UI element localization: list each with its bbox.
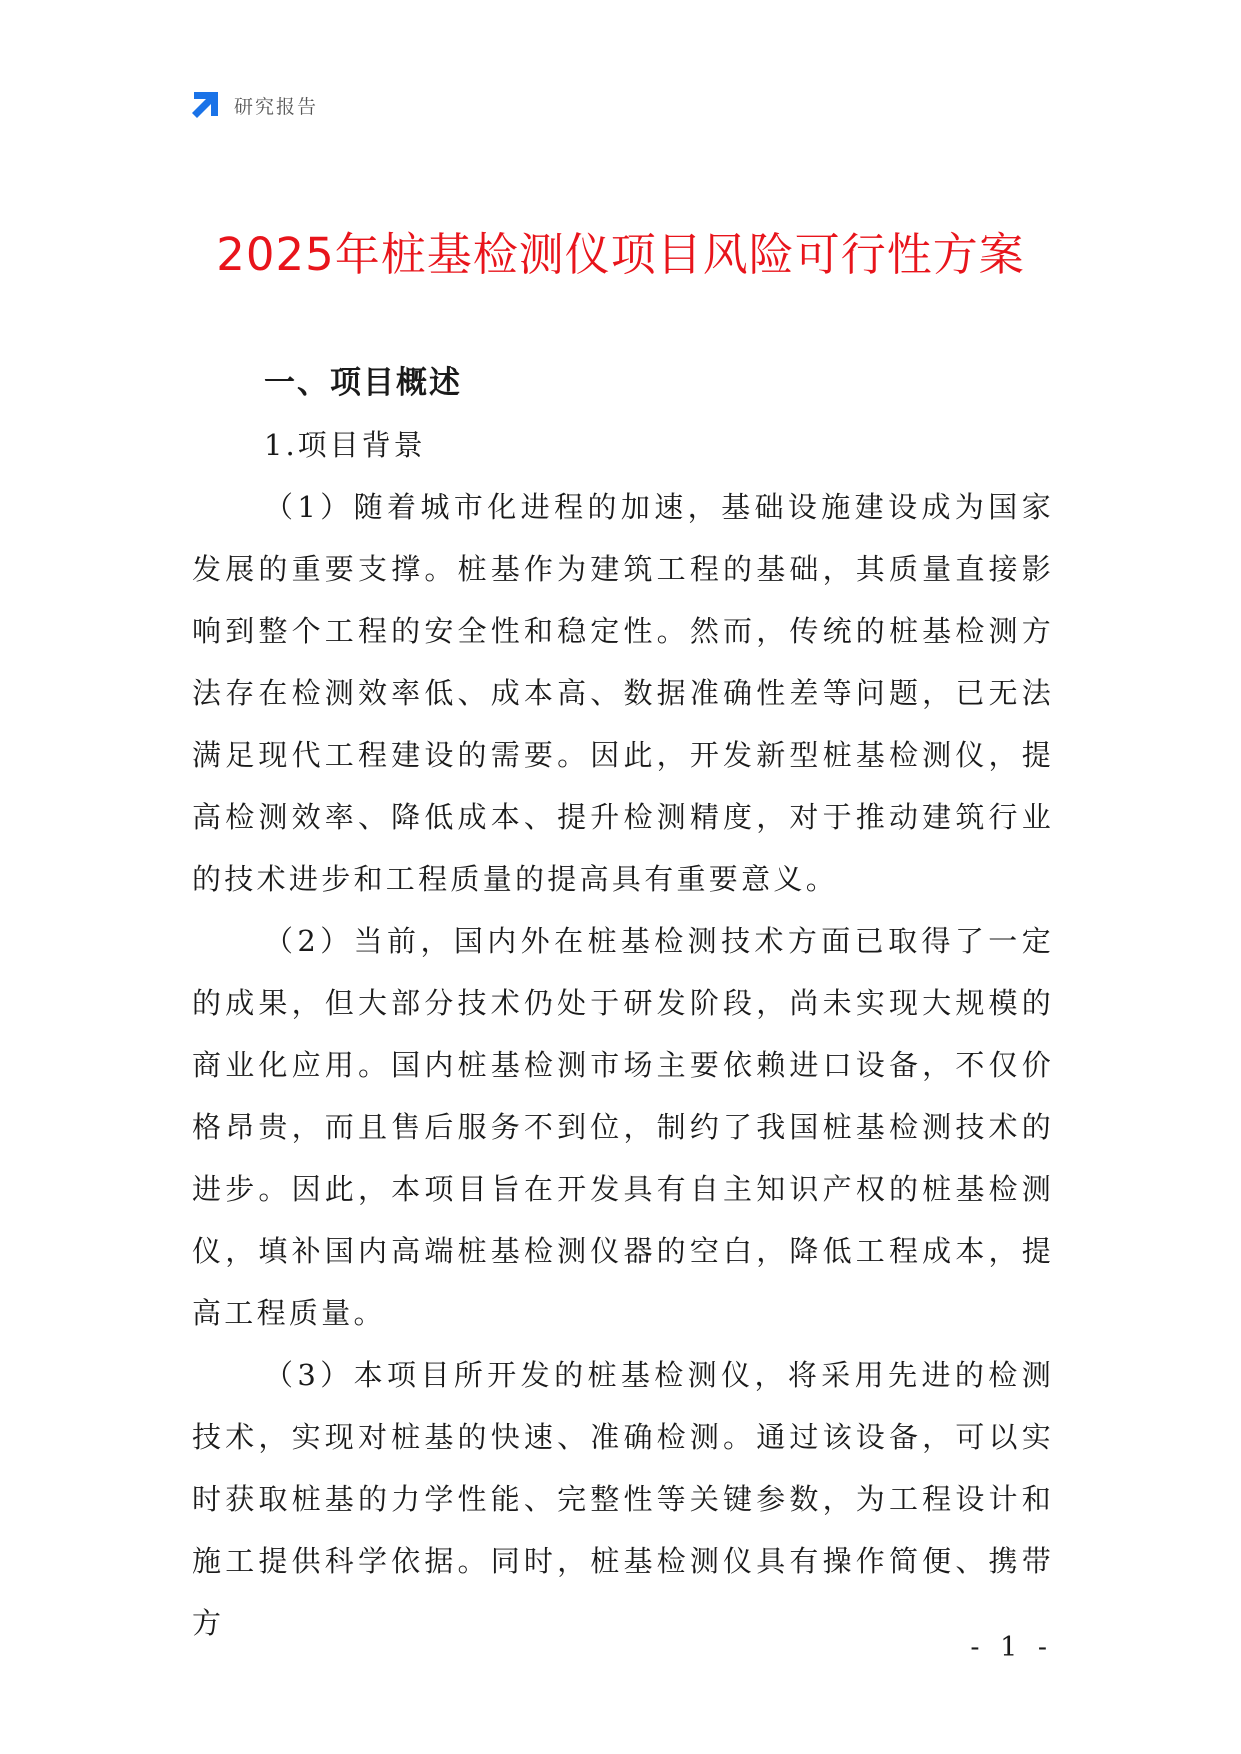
document-body	[192, 352, 1054, 1654]
paragraph-1: （1）随着城市化进程的加速，基础设施建设成为国家发展的重要支撑。桩基作为建筑工程的基础，其质量直接影响到整个工程的安全性和稳定性。然而，传统的桩基检测方法存在检测效率低、成本高、数据准确性差等问题，已无法满足现代工程建设的需要。因此，开发新型桩基检测仪，提高检测效率、降低成本、提升检测精度，对于推动建筑行业的技术进步和工程质量的提高具有重要意义。	[192, 490, 1054, 896]
arrow-logo-icon	[188, 88, 222, 122]
page-number: - 1 -	[970, 1632, 1053, 1663]
section-heading: 一、项目概述	[264, 365, 462, 401]
paragraph-3: （3）本项目所开发的桩基检测仪，将采用先进的检测技术，实现对桩基的快速、准确检测。通过该设备，可以实时获取桩基的力学性能、完整性等关键参数，为工程设计和施工提供科学依据。同时，桩基检测仪具有操作简便、携带方	[192, 1358, 1054, 1640]
paragraph-2: （2）当前，国内外在桩基检测技术方面已取得了一定的成果，但大部分技术仍处于研发阶段，尚未实现大规模的商业化应用。国内桩基检测市场主要依赖进口设备，不仅价格昂贵，而且售后服务不到位，制约了我国桩基检测技术的进步。因此，本项目旨在开发具有自主知识产权的桩基检测仪，填补国内高端桩基检测仪器的空白，降低工程成本，提高工程质量。	[192, 924, 1054, 1330]
brand-label: 研究报告	[234, 95, 319, 118]
report-header	[188, 88, 318, 122]
document-title: 2025年桩基检测仪项目风险可行性方案	[216, 228, 1025, 281]
subsection-heading: 1.项目背景	[264, 428, 426, 462]
